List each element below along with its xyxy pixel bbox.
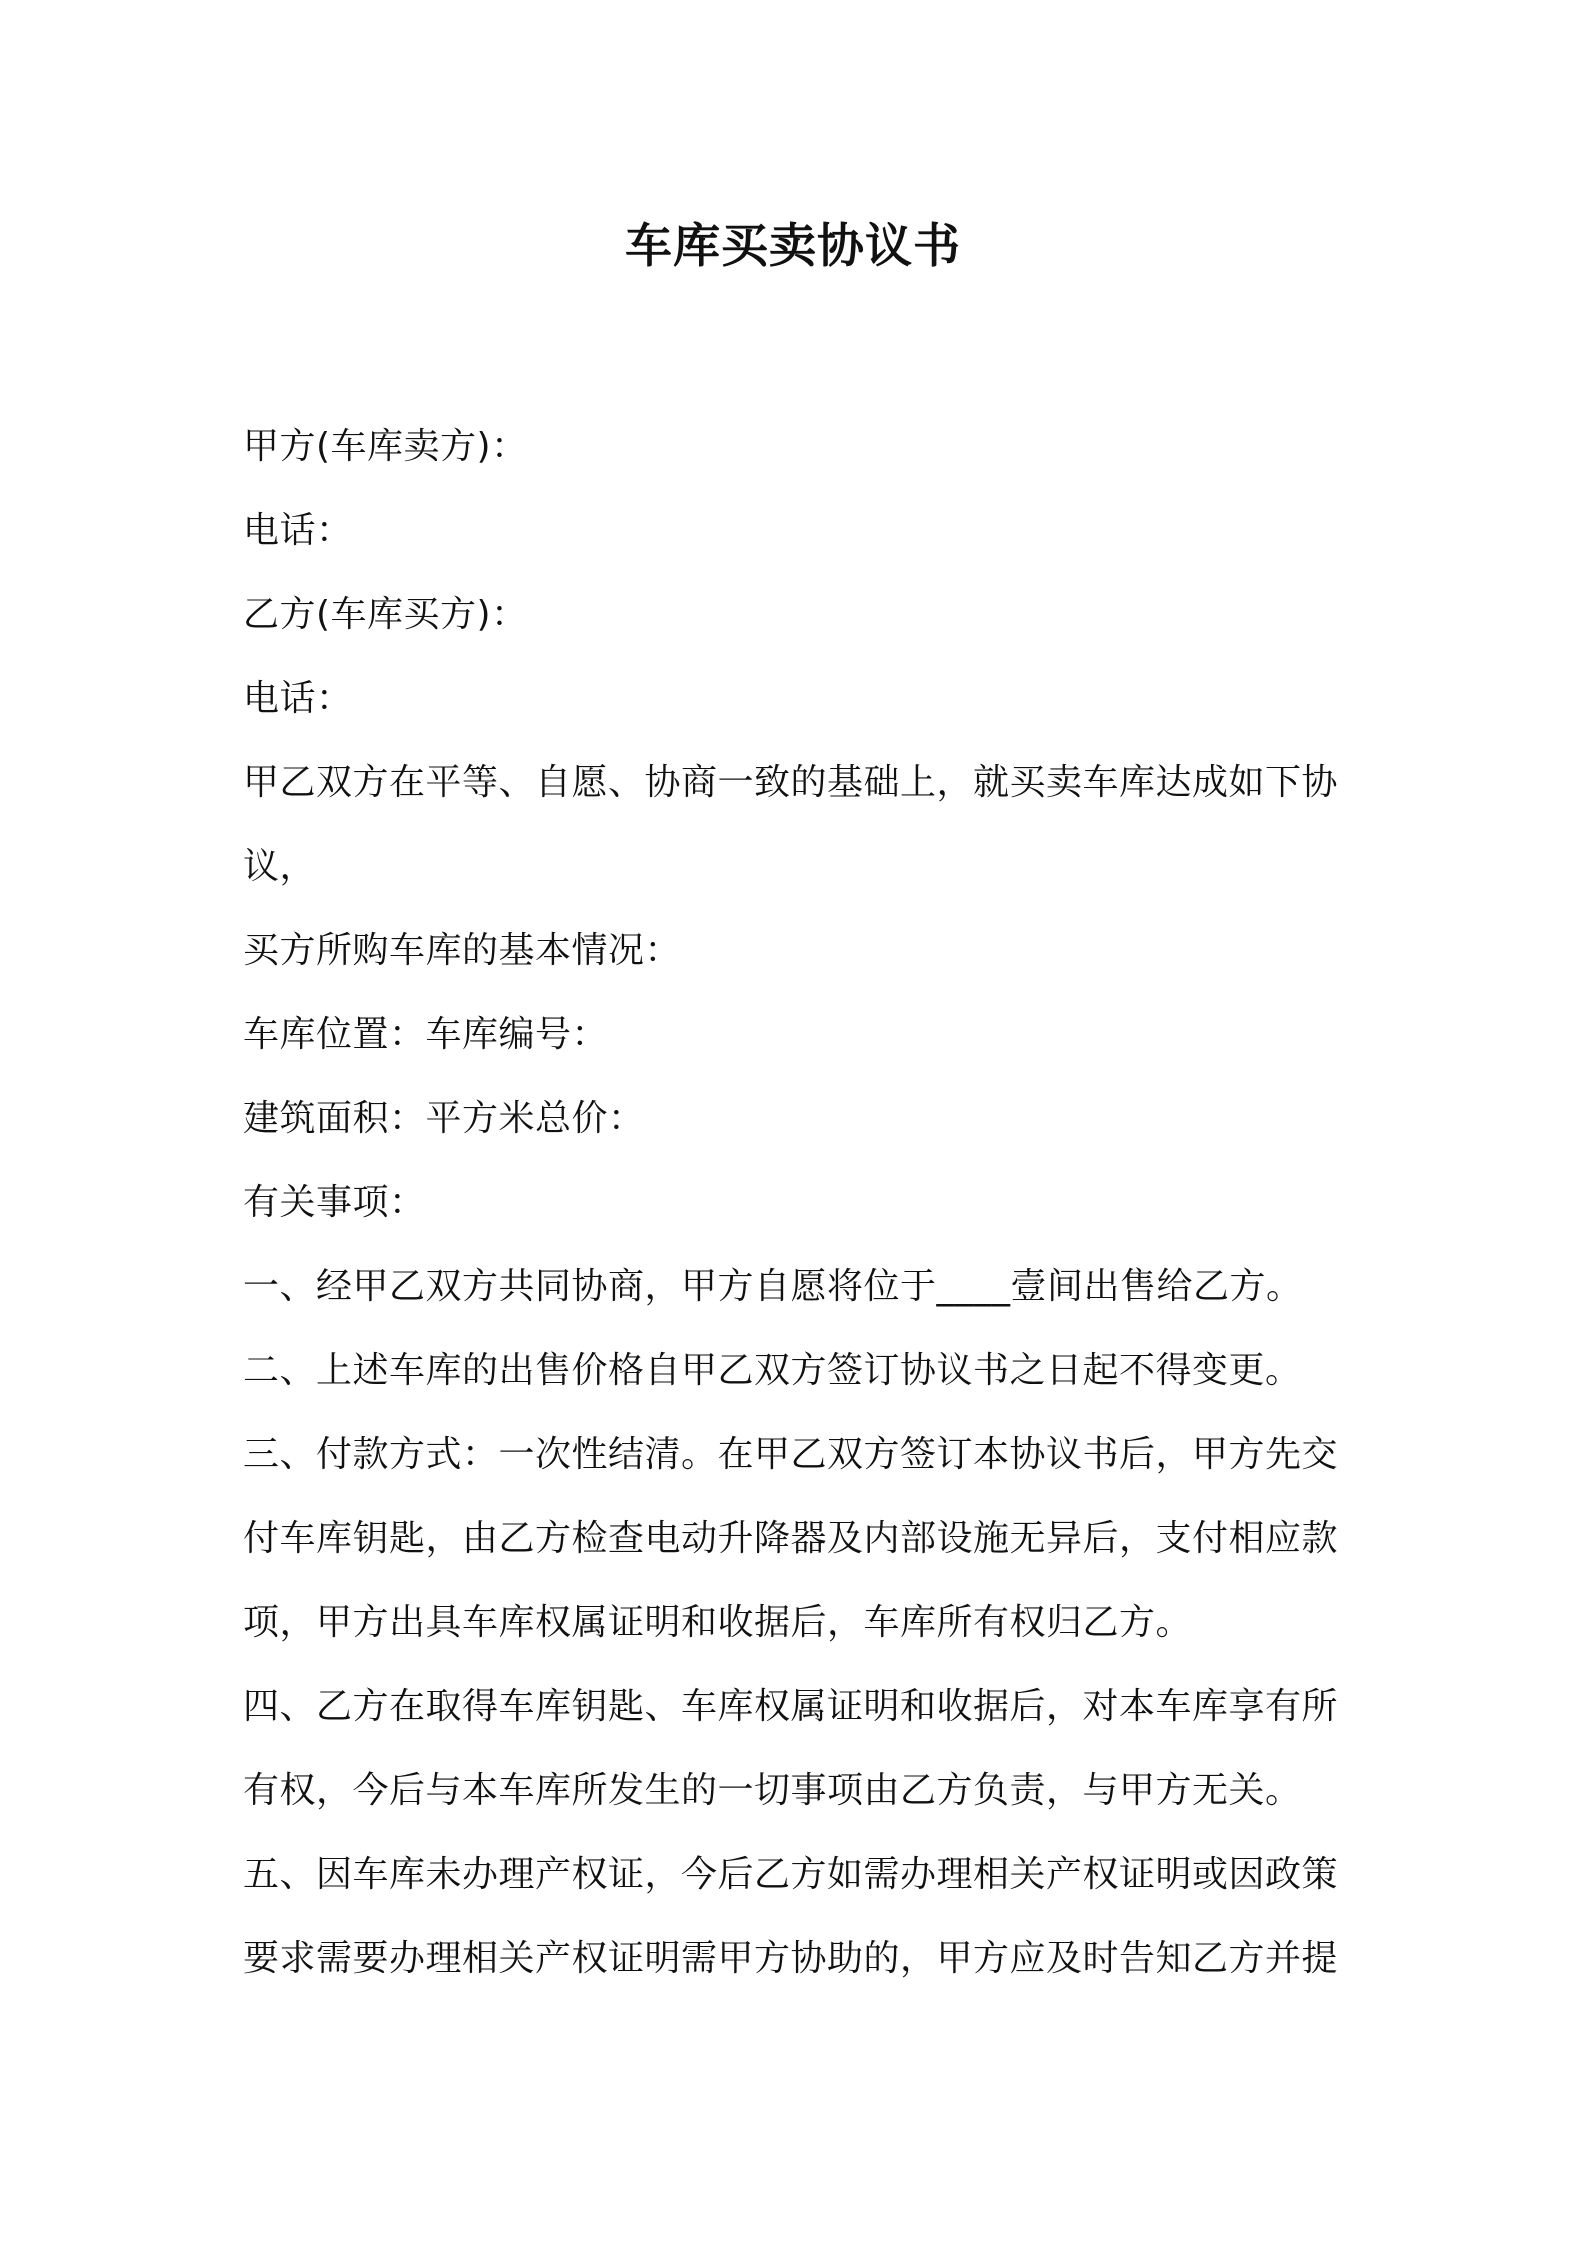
- preamble-line: 甲乙双方在平等、自愿、协商一致的基础上，就买卖车库达成如下协: [243, 762, 1339, 803]
- clause-line: 四、乙方在取得车库钥匙、车库权属证明和收据后，对本车库享有所: [243, 1686, 1339, 1727]
- clause-line: 付车库钥匙，由乙方检查电动升降器及内部设施无异后，支付相应款: [243, 1518, 1339, 1559]
- clause-line: 有权，今后与本车库所发生的一切事项由乙方负责，与甲方无关。: [243, 1770, 1302, 1811]
- party-b-phone-label: 电话：: [243, 678, 353, 719]
- clause-5: [243, 1833, 1353, 2001]
- clause-line: 项，甲方出具车库权属证明和收据后，车库所有权归乙方。: [243, 1602, 1193, 1643]
- clause-4: [243, 1665, 1353, 1833]
- floor-area-line: 建筑面积：平方米总价：: [243, 1098, 645, 1139]
- party-a-phone-label: 电话：: [243, 510, 353, 551]
- clause-line: 二、上述车库的出售价格自甲乙双方签订协议书之日起不得变更。: [243, 1350, 1302, 1391]
- clause-line: 一、经甲乙双方共同协商，甲方自愿将位于____壹间出售给乙方。: [243, 1266, 1303, 1307]
- garage-location-line: 车库位置：车库编号：: [243, 1014, 609, 1055]
- document-body: [243, 405, 1353, 2001]
- preamble-paragraph: [243, 741, 1353, 909]
- clause-1: [243, 1245, 1353, 1329]
- clause-line: 五、因车库未办理产权证，今后乙方如需办理相关产权证明或因政策: [243, 1854, 1339, 1895]
- party-a-label: 甲方(车库卖方)：: [243, 426, 528, 467]
- preamble-line: 议，: [243, 846, 317, 887]
- party-b-label: 乙方(车库买方)：: [243, 594, 528, 635]
- basic-info-heading: 买方所购车库的基本情况：: [243, 930, 682, 971]
- clause-2: [243, 1329, 1353, 1413]
- document-title: 车库买卖协议书: [625, 219, 961, 274]
- related-matters-heading: 有关事项：: [243, 1182, 426, 1223]
- clause-3: [243, 1413, 1353, 1665]
- clause-line: 要求需要办理相关产权证明需甲方协助的，甲方应及时告知乙方并提: [243, 1938, 1339, 1979]
- clause-line: 三、付款方式：一次性结清。在甲乙双方签订本协议书后，甲方先交: [243, 1434, 1339, 1475]
